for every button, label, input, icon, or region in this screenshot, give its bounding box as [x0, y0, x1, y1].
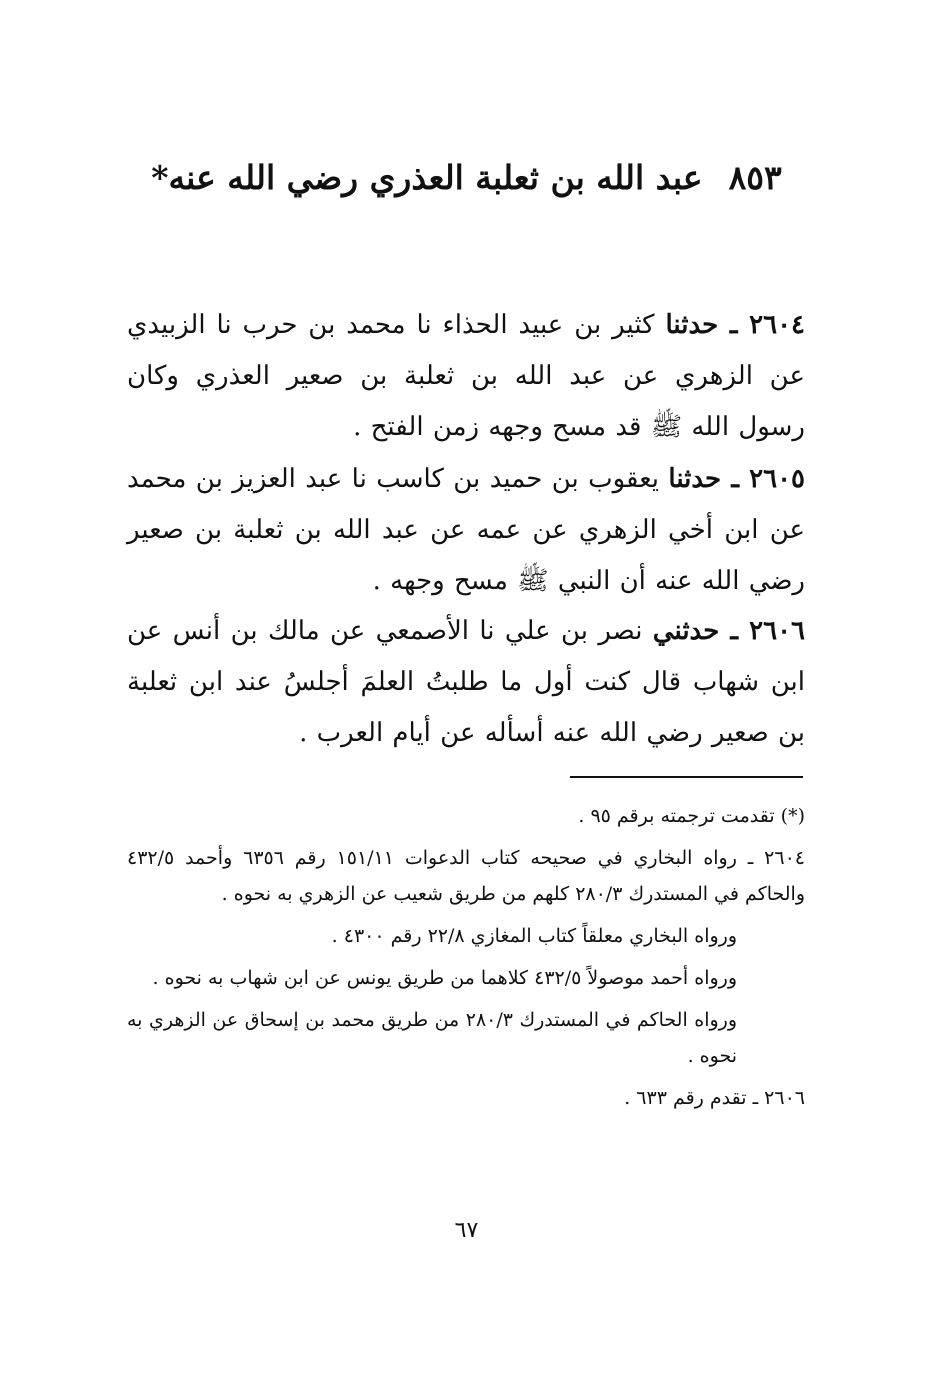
hadith-2605	[127, 454, 805, 607]
footnote-2604: ٢٦٠٤ ـ رواه البخاري في صحيحه كتاب الدعوات ١٥١/١١ رقم ٦٣٥٦ وأحمد ٤٣٢/٥ والحاكم في المستدرك ٢٨٠/٣ كلهم من طريق شعيب عن الزهري به نحوه .	[127, 847, 805, 905]
hadith-2606	[127, 606, 805, 759]
hadith-lead: ٢٦٠٦ ـ حدثني	[652, 616, 805, 646]
hadith-text: نصر بن علي نا الأصمعي عن مالك بن أنس عن ابن شهاب قال كنت أول ما طلبتُ العلمَ أجلسُ عند ابن ثعلبة بن صعير رضي الله عنه أسأله عن أيام العرب .	[127, 616, 805, 748]
footnote-separator	[570, 776, 803, 778]
hadith-text: كثير بن عبيد الحذاء نا محمد بن حرب نا الزبيدي عن الزهري عن عبد الله بن ثعلبة بن صعير العذري وكان رسول الله ﷺ قد مسح وجهه زمن الفتح .	[127, 310, 805, 442]
footnotes	[127, 798, 805, 1122]
footnote-2604-ahmad: ورواه أحمد موصولاً ٤٣٢/٥ كلاهما من طريق يونس عن ابن شهاب به نحوه .	[152, 967, 737, 989]
hadith-lead: ٢٦٠٥ ـ حدثنا	[668, 464, 805, 494]
footnote-2604-hakim: ورواه الحاكم في المستدرك ٢٨٠/٣ من طريق محمد بن إسحاق عن الزهري به نحوه .	[127, 1009, 737, 1067]
hadith-lead: ٢٦٠٤ ـ حدثنا	[665, 310, 806, 340]
section-heading	[130, 158, 803, 197]
section-number: ٨٥٣	[728, 158, 782, 197]
footnote-2606: ٢٦٠٦ ـ تقدم رقم ٦٣٣ .	[624, 1087, 805, 1109]
section-title: عبد الله بن ثعلبة العذري رضي الله عنه*	[151, 158, 703, 197]
footnote-2604-bukhari-muallaq: ورواه البخاري معلقاً كتاب المغازي ٢٢/٨ رقم ٤٣٠٠ .	[331, 925, 737, 947]
hadith-2604	[127, 300, 805, 453]
hadith-text: يعقوب بن حميد بن كاسب نا عبد العزيز بن محمد عن ابن أخي الزهري عن عمه عن عبد الله بن ثعلبة بن صعير رضي الله عنه أن النبي ﷺ مسح وجهه .	[127, 464, 805, 596]
page-number: ٦٧	[454, 1218, 479, 1243]
footnote-biography: (*) تقدمت ترجمته برقم ٩٥ .	[578, 805, 805, 827]
